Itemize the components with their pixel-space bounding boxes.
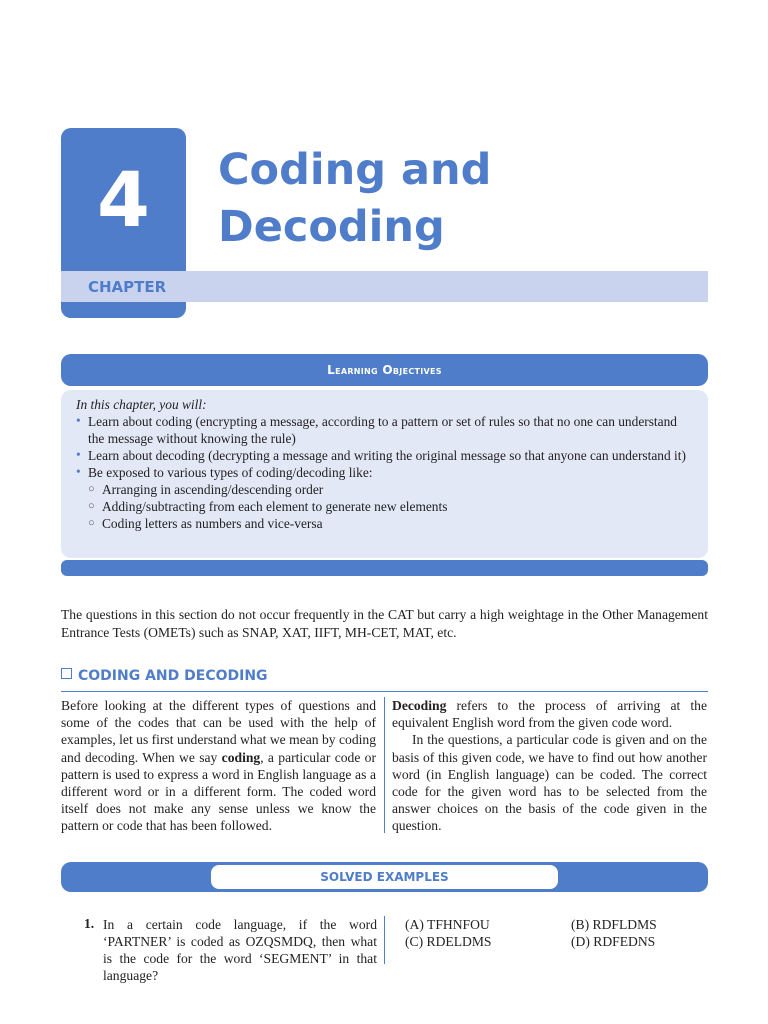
objectives-intro: In this chapter, you will: [76, 397, 207, 412]
column-divider [384, 697, 385, 833]
question-divider [384, 916, 385, 964]
chapter-title [218, 142, 698, 256]
objective-subitem: ○ Coding letters as numbers and vice-versa [88, 516, 323, 531]
objectives-list [76, 413, 696, 481]
section-heading-text: CODING AND DECODING [78, 668, 268, 684]
objectives-header [61, 354, 708, 386]
option-a: (A) TFHNFOU [405, 917, 490, 932]
decoding-term: Decoding [392, 698, 447, 713]
objective-subitem: ○ Adding/subtracting from each element to generate new elements [88, 499, 448, 514]
option-b: (B) RDFLDMS [571, 917, 657, 932]
bullet-icon: • [76, 413, 81, 428]
option-d: (D) RDFEDNS [571, 934, 656, 949]
section-heading [61, 668, 268, 684]
coding-term: coding [221, 749, 261, 765]
circle-bullet-icon: ○ [88, 500, 95, 512]
circle-bullet-icon: ○ [88, 483, 95, 495]
right-column: Decoding refers to the process of arriving at the equivalent English word from the given code word. In the questions, a particular code is given and on the basis of this given code, we have to find out how another word (in English language) can be coded. The correct code for the given word has to be selected from the answer choices on the basis of the code given in the question. [392, 698, 707, 834]
checkbox-icon [61, 668, 72, 679]
objective-item: • Be exposed to various types of coding/decoding like: [76, 464, 373, 480]
chapter-title-line2: Decoding [218, 202, 445, 252]
option-c: (C) RDELDMS [405, 934, 492, 949]
bullet-icon: • [76, 447, 81, 462]
objective-item: • Learn about coding (encrypting a message, according to a pattern or set of rules so that no one can understand the message without knowing the rule) [76, 413, 677, 446]
bullet-icon: • [76, 464, 81, 479]
objective-item: • Learn about decoding (decrypting a message and writing the original message so that anyone can understand it) [76, 447, 686, 463]
chapter-title-line1: Coding and [218, 145, 492, 195]
objectives-text [76, 396, 696, 532]
solved-examples-header: SOLVED EXAMPLES [211, 865, 558, 889]
circle-bullet-icon: ○ [88, 517, 95, 529]
objective-subitem: ○ Arranging in ascending/descending order [88, 482, 324, 497]
objectives-header-text: Learning Objectives [327, 363, 442, 377]
question-number: 1. [84, 916, 95, 931]
intro-paragraph: The questions in this section do not occur frequently in the CAT but carry a high weightage in the Other Management Entrance Tests (OMETs) such as SNAP, XAT, IIFT, MH-CET, MAT, etc. [61, 607, 708, 640]
objectives-footer [61, 560, 708, 576]
chapter-number: 4 [97, 155, 150, 244]
right-paragraph-2: In the questions, a particular code is given and on the basis of this given code, we have to find out how another word (in English language) can be coded. The correct code for the given word has to be selected from the answer choices on the basis of the code given in the question. [392, 732, 707, 834]
objectives-sublist [76, 481, 696, 532]
question-text: In a certain code language, if the word ‘PARTNER’ is coded as OZQSMDQ, then what is the code for the word ‘SEGMENT’ in that language? [103, 917, 377, 983]
section-rule [61, 691, 708, 692]
chapter-label: CHAPTER [88, 278, 167, 296]
left-column: Before looking at the different types of questions and some of the codes that can be used with the help of examples, let us first understand what we mean by coding and decoding. When we say coding, a particular code or pattern is used to express a word in English language as a different word or in a different form. The coded word itself does not make any sense unless we know the pattern or code that has been followed. [61, 698, 377, 834]
